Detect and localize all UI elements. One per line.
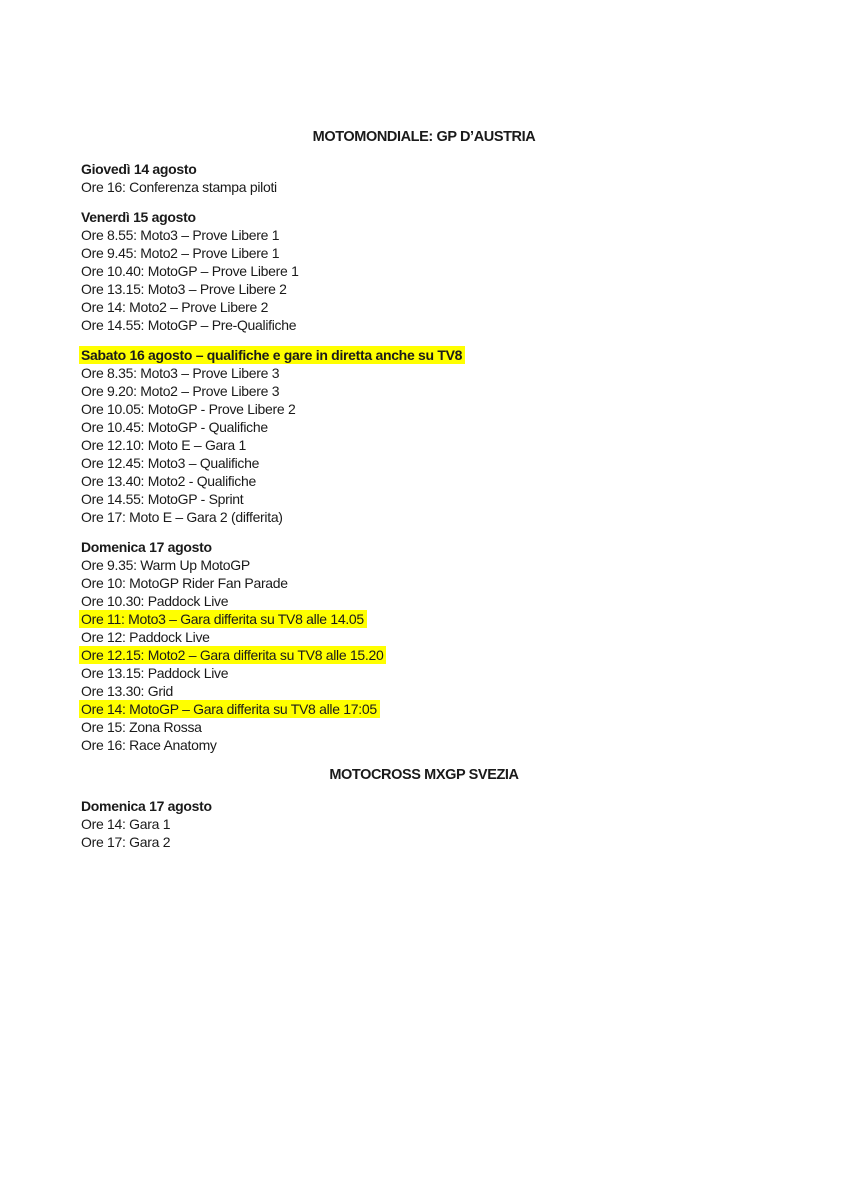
schedule-line-text: Ore 9.35: Warm Up MotoGP (81, 557, 250, 573)
schedule-line (81, 628, 767, 646)
day-heading (81, 538, 767, 556)
schedule-line-text: Ore 13.40: Moto2 - Qualifiche (81, 473, 256, 489)
day-heading-text: Domenica 17 agosto (81, 539, 212, 555)
day-heading (81, 208, 767, 226)
schedule-line-text: Ore 9.45: Moto2 – Prove Libere 1 (81, 245, 280, 261)
schedule-line-text: Ore 15: Zona Rossa (81, 719, 202, 735)
schedule-line-text: Ore 13.15: Paddock Live (81, 665, 229, 681)
schedule-line (81, 298, 767, 316)
section-domenica-17 (81, 538, 767, 754)
schedule-line (81, 436, 767, 454)
schedule-line-text: Ore 10.05: MotoGP - Prove Libere 2 (81, 401, 296, 417)
schedule-line (81, 700, 767, 718)
schedule-line (81, 472, 767, 490)
schedule-line (81, 508, 767, 526)
schedule-line (81, 815, 767, 833)
schedule-line (81, 736, 767, 754)
schedule-line-text: Ore 10.30: Paddock Live (81, 593, 229, 609)
day-heading (81, 160, 767, 178)
schedule-line-text: Ore 14: Gara 1 (81, 816, 171, 832)
schedule-line (81, 646, 767, 664)
schedule-line (81, 490, 767, 508)
schedule-line (81, 682, 767, 700)
document-title-motomondiale: MOTOMONDIALE: GP D’AUSTRIA (312, 129, 536, 145)
section-motocross-domenica-17 (81, 797, 767, 851)
schedule-line-text: Ore 12.10: Moto E – Gara 1 (81, 437, 246, 453)
schedule-line (81, 418, 767, 436)
schedule-line (81, 718, 767, 736)
schedule-line-text: Ore 17: Moto E – Gara 2 (differita) (81, 509, 283, 525)
schedule-line (81, 244, 767, 262)
schedule-line (81, 226, 767, 244)
schedule-line-text: Ore 8.55: Moto3 – Prove Libere 1 (81, 227, 280, 243)
schedule-line-text: Ore 10: MotoGP Rider Fan Parade (81, 575, 288, 591)
schedule-line (81, 592, 767, 610)
schedule-line-text: Ore 13.15: Moto3 – Prove Libere 2 (81, 281, 287, 297)
schedule-line-text: Ore 12.45: Moto3 – Qualifiche (81, 455, 260, 471)
schedule-line-text: Ore 8.35: Moto3 – Prove Libere 3 (81, 365, 280, 381)
schedule-line (81, 400, 767, 418)
schedule-line (81, 382, 767, 400)
schedule-line-text: Ore 10.45: MotoGP - Qualifiche (81, 419, 268, 435)
schedule-line (81, 556, 767, 574)
highlighted-day-heading-text: Sabato 16 agosto – qualifiche e gare in diretta anche su TV8 (79, 346, 465, 364)
schedule-line-text: Ore 16: Race Anatomy (81, 737, 217, 753)
section-sabato-16 (81, 346, 767, 526)
schedule-line-text: Ore 16: Conferenza stampa piloti (81, 179, 277, 195)
highlighted-schedule-line-text: Ore 12.15: Moto2 – Gara differita su TV8 alle 15.20 (79, 646, 386, 664)
day-heading-text: Domenica 17 agosto (81, 798, 212, 814)
schedule-line (81, 316, 767, 334)
schedule-line-text: Ore 14: Moto2 – Prove Libere 2 (81, 299, 269, 315)
schedule-line (81, 454, 767, 472)
schedule-line (81, 610, 767, 628)
schedule-line-text: Ore 14.55: MotoGP – Pre-Qualifiche (81, 317, 297, 333)
highlighted-schedule-line-text: Ore 14: MotoGP – Gara differita su TV8 alle 17:05 (79, 700, 380, 718)
highlighted-schedule-line-text: Ore 11: Moto3 – Gara differita su TV8 alle 14.05 (79, 610, 367, 628)
schedule-line-text: Ore 13.30: Grid (81, 683, 173, 699)
schedule-line-text: Ore 9.20: Moto2 – Prove Libere 3 (81, 383, 280, 399)
schedule-line (81, 664, 767, 682)
schedule-line (81, 178, 767, 196)
day-heading (81, 797, 767, 815)
section-venerdi-15 (81, 208, 767, 334)
schedule-line-text: Ore 10.40: MotoGP – Prove Libere 1 (81, 263, 299, 279)
schedule-line-text: Ore 17: Gara 2 (81, 834, 171, 850)
schedule-line-text: Ore 14.55: MotoGP - Sprint (81, 491, 244, 507)
schedule-line (81, 262, 767, 280)
schedule-line (81, 833, 767, 851)
section-giovedi-14 (81, 160, 767, 196)
schedule-line (81, 574, 767, 592)
day-heading-text: Venerdì 15 agosto (81, 209, 196, 225)
document-title-motocross: MOTOCROSS MXGP SVEZIA (329, 767, 519, 783)
day-heading (81, 346, 767, 364)
day-heading-text: Giovedì 14 agosto (81, 161, 197, 177)
schedule-line-text: Ore 12: Paddock Live (81, 629, 210, 645)
schedule-line (81, 280, 767, 298)
schedule-line (81, 364, 767, 382)
